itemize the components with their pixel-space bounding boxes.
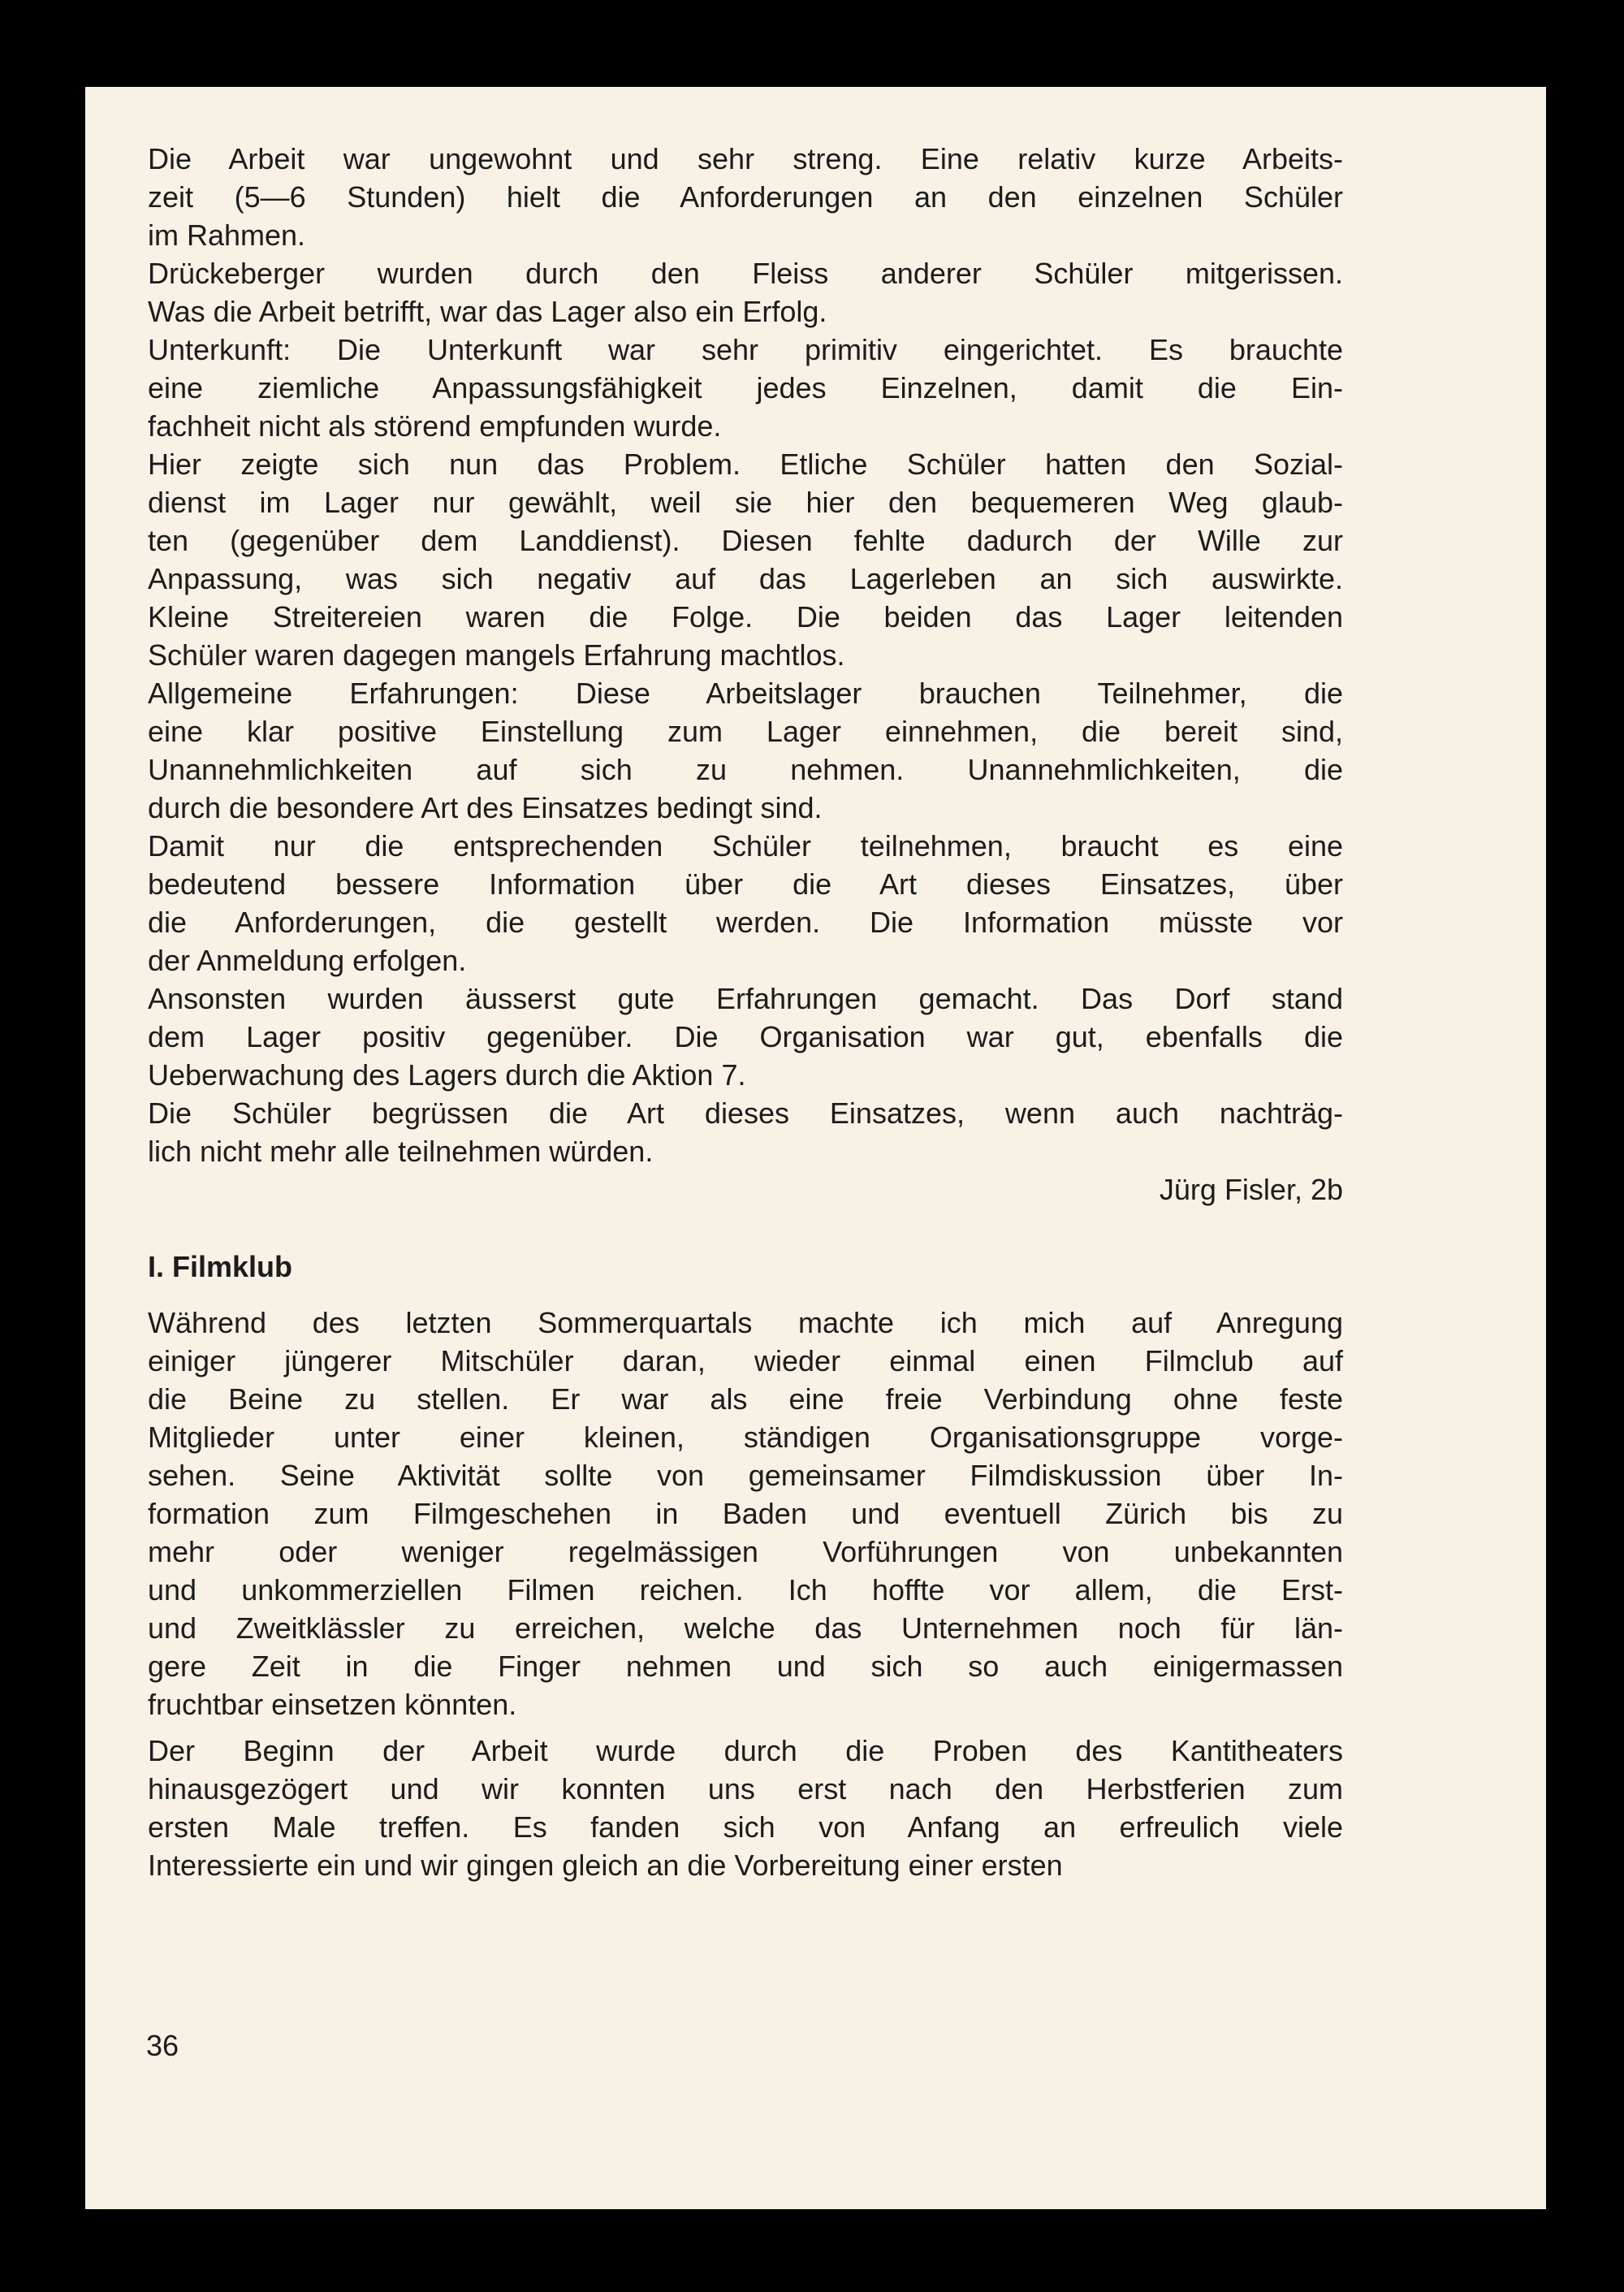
text-line: gere Zeit in die Finger nehmen und sich so auch einigermassen (148, 1650, 1343, 1683)
text-line: dienst im Lager nur gewählt, weil sie hier den bequemeren Weg glaub- (148, 486, 1343, 519)
text-line: durch die besondere Art des Einsatzes bedingt sind. (148, 791, 823, 824)
page-content (148, 140, 1343, 1884)
page-number: 36 (146, 2029, 179, 2062)
text-line: ten (gegenüber dem Landdienst). Diesen fehlte dadurch der Wille zur (148, 524, 1343, 557)
text-line: ersten Male treffen. Es fanden sich von Anfang an erfreulich viele (148, 1810, 1343, 1844)
text-line: eine ziemliche Anpassungsfähigkeit jedes Einzelnen, damit die Ein- (148, 371, 1343, 404)
paragraph (148, 980, 1343, 1094)
text-line: und unkommerziellen Filmen reichen. Ich hoffte vor allem, die Erst- (148, 1573, 1343, 1607)
text-line: Schüler waren dagegen mangels Erfahrung machtlos. (148, 638, 845, 672)
paragraph (148, 140, 1343, 254)
paragraph (148, 827, 1343, 980)
text-line: Drückeberger wurden durch den Fleiss anderer Schüler mitgerissen. (148, 257, 1343, 290)
text-line: Die Arbeit war ungewohnt und sehr streng. Eine relativ kurze Arbeits- (148, 142, 1343, 175)
signature: Jürg Fisler, 2b (1159, 1173, 1343, 1206)
text-line: Was die Arbeit betrifft, war das Lager also ein Erfolg. (148, 295, 827, 328)
text-line: der Anmeldung erfolgen. (148, 944, 467, 977)
text-line: Ansonsten wurden äusserst gute Erfahrungen gemacht. Das Dorf stand (148, 982, 1343, 1015)
text-line: Damit nur die entsprechenden Schüler teilnehmen, braucht es eine (148, 829, 1343, 863)
text-line: sehen. Seine Aktivität sollte von gemeinsamer Filmdiskussion über In- (148, 1459, 1343, 1492)
text-line: Allgemeine Erfahrungen: Diese Arbeitslager brauchen Teilnehmer, die (148, 677, 1343, 710)
text-line: Interessierte ein und wir gingen gleich an die Vorbereitung einer ersten (148, 1849, 1063, 1882)
text-line: die Anforderungen, die gestellt werden. Die Information müsste vor (148, 906, 1343, 939)
report-text (148, 140, 1343, 1170)
text-line: im Rahmen. (148, 218, 306, 252)
filmklub-text (148, 1304, 1343, 1884)
text-line: fruchtbar einsetzen könnten. (148, 1688, 517, 1721)
text-line: Der Beginn der Arbeit wurde durch die Proben des Kantitheaters (148, 1734, 1343, 1767)
text-line: bedeutend bessere Information über die Art dieses Einsatzes, über (148, 867, 1343, 901)
text-line: Mitglieder unter einer kleinen, ständigen Organisationsgruppe vorge- (148, 1421, 1343, 1454)
text-line: dem Lager positiv gegenüber. Die Organisation war gut, ebenfalls die (148, 1020, 1343, 1053)
paragraph (148, 1732, 1343, 1884)
text-line: und Zweitklässler zu erreichen, welche das Unternehmen noch für län- (148, 1611, 1343, 1645)
section-heading: I. Filmklub (148, 1250, 293, 1283)
text-line: Unannehmlichkeiten auf sich zu nehmen. Unannehmlichkeiten, die (148, 753, 1343, 786)
text-line: Die Schüler begrüssen die Art dieses Einsatzes, wenn auch nachträg- (148, 1096, 1343, 1130)
text-line: einiger jüngerer Mitschüler daran, wieder einmal einen Filmclub auf (148, 1344, 1343, 1377)
paragraph (148, 1094, 1343, 1170)
text-line: lich nicht mehr alle teilnehmen würden. (148, 1135, 654, 1168)
paragraph (148, 331, 1343, 445)
text-line: Kleine Streitereien waren die Folge. Die beiden das Lager leitenden (148, 600, 1343, 634)
paragraph (148, 254, 1343, 331)
text-line: Hier zeigte sich nun das Problem. Etliche Schüler hatten den Sozial- (148, 448, 1343, 481)
text-line: formation zum Filmgeschehen in Baden und eventuell Zürich bis zu (148, 1497, 1343, 1530)
text-line: Während des letzten Sommerquartals machte ich mich auf Anregung (148, 1306, 1343, 1339)
text-line: hinausgezögert und wir konnten uns erst nach den Herbstferien zum (148, 1772, 1343, 1805)
text-line: Anpassung, was sich negativ auf das Lagerleben an sich auswirkte. (148, 562, 1343, 595)
text-line: eine klar positive Einstellung zum Lager einnehmen, die bereit sind, (148, 715, 1343, 748)
paragraph (148, 1304, 1343, 1723)
text-line: mehr oder weniger regelmässigen Vorführungen von unbekannten (148, 1535, 1343, 1568)
paragraph (148, 674, 1343, 827)
paragraph (148, 445, 1343, 674)
text-line: die Beine zu stellen. Er war als eine freie Verbindung ohne feste (148, 1382, 1343, 1416)
text-line: Unterkunft: Die Unterkunft war sehr primitiv eingerichtet. Es brauchte (148, 333, 1343, 366)
text-line: Ueberwachung des Lagers durch die Aktion 7. (148, 1058, 746, 1092)
text-line: fachheit nicht als störend empfunden wurde. (148, 409, 722, 443)
text-line: zeit (5—6 Stunden) hielt die Anforderungen an den einzelnen Schüler (148, 180, 1343, 214)
